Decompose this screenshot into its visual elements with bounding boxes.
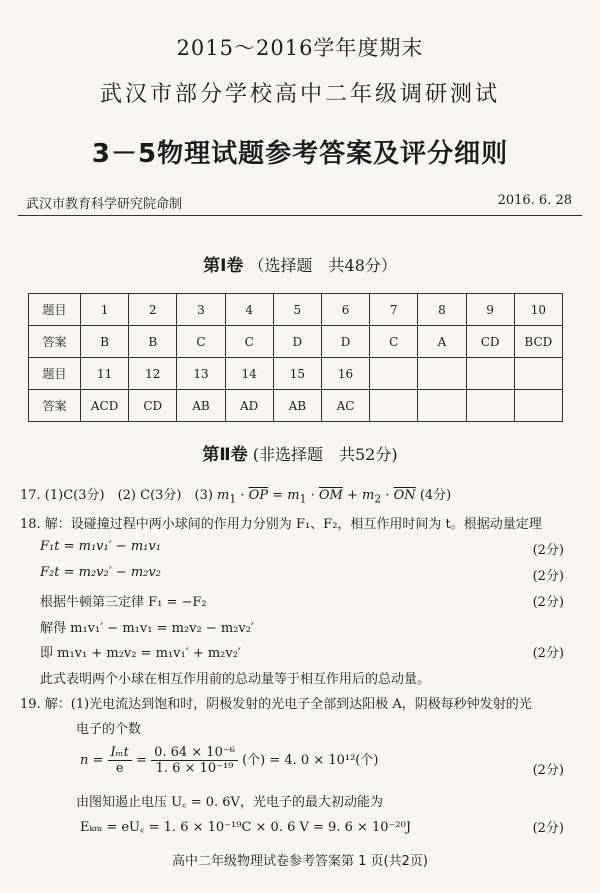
q19-count-equation: n = $\frac{\text{Iₘt}}{e}$ = $\frac{\text{0. 64 × 10⁻⁶}}{\text{1. 6 × 10⁻¹⁹}}$ (个) = 4. 0 × 10¹²(个) — [80, 745, 379, 776]
q18-points-2: (2分) — [532, 569, 564, 584]
row-label-answer: 答案 — [29, 390, 81, 422]
q19-frac1-num: Iₘt — [108, 745, 132, 761]
answer-cell: A — [418, 326, 466, 358]
q18-eq5: 即 m₁v₁ + m₂v₂ = m₁v₁′ + m₂v₂′ — [40, 646, 241, 661]
q19-frac2-den: 1. 6 × 10⁻¹⁹ — [155, 761, 234, 776]
q17-formula: $m_1 \cdot \overline{OP} = m_1 \cdot \overline{OM} + m_2 \cdot \overline{ON}$ — [217, 488, 416, 506]
empty-cell — [514, 358, 562, 390]
row-label-question: 题目 — [29, 358, 81, 390]
row-label-question: 题目 — [29, 294, 81, 326]
empty-cell — [466, 390, 514, 422]
page-title: 3－5物理试题参考答案及评分细则 — [91, 139, 509, 169]
q18-points-4: (2分) — [532, 646, 564, 661]
answer-cell: AB — [273, 390, 321, 422]
question-number: 10 — [514, 294, 562, 326]
answer-cell: BCD — [514, 326, 562, 358]
q19-fraction-2 — [151, 745, 238, 776]
question-number: 8 — [418, 294, 466, 326]
question-number: 7 — [370, 294, 418, 326]
question-number: 4 — [225, 294, 273, 326]
answer-cell: CD — [129, 390, 177, 422]
answer-cell: C — [225, 326, 273, 358]
header-exam-name: 武汉市部分学校高中二年级调研测试 — [99, 82, 500, 107]
answer-cell: CD — [466, 326, 514, 358]
question-number: 5 — [273, 294, 321, 326]
q19-fraction-1 — [108, 745, 132, 776]
empty-cell — [370, 390, 418, 422]
section2-title: 第Ⅱ卷 — [202, 445, 248, 465]
publish-date: 2016. 6. 28 — [497, 193, 572, 208]
question-number: 16 — [321, 358, 369, 390]
q18-eq2: F₂t = m₂v₂′ − m₂v₂ — [40, 565, 161, 580]
question-number: 9 — [466, 294, 514, 326]
table-row-answers-1 — [29, 326, 563, 358]
q17-points: (4分) — [419, 488, 452, 503]
empty-cell — [514, 390, 562, 422]
empty-cell — [370, 358, 418, 390]
q17-answer — [20, 484, 451, 506]
answer-cell: C — [177, 326, 225, 358]
question-number: 15 — [273, 358, 321, 390]
question-number: 2 — [129, 294, 177, 326]
answer-cell: AD — [225, 390, 273, 422]
q17-prefix: 17. (1)C(3分) (2) C(3分) (3) — [20, 488, 213, 503]
q19-intro-cont: 电子的个数 — [76, 722, 142, 737]
question-number: 13 — [177, 358, 225, 390]
answer-cell: D — [273, 326, 321, 358]
section1-heading — [0, 251, 600, 276]
q19-stop-voltage: 由图知遏止电压 U꜀ = 0. 6V，光电子的最大初动能为 — [76, 795, 383, 810]
section2-subtitle: (非选择题 共52分) — [252, 445, 398, 464]
empty-cell — [418, 390, 466, 422]
row-label-answer: 答案 — [29, 326, 81, 358]
q19-kinetic-energy: Eₖₘ = eU꜀ = 1. 6 × 10⁻¹⁹C × 0. 6 V = 9. 6 × 10⁻²⁰J — [80, 820, 412, 835]
q18-conclusion: 此式表明两个小球在相互作用前的总动量等于相互作用后的总动量。 — [40, 672, 431, 687]
q18-eq1: F₁t = m₁v₁′ − m₁v₁ — [40, 539, 161, 554]
q19-eq-rhs: (个) = 4. 0 × 10¹²(个) — [242, 753, 379, 768]
section1-subtitle: （选择题 共48分） — [248, 256, 397, 275]
question-number: 11 — [81, 358, 129, 390]
answer-cell: B — [129, 326, 177, 358]
q19-points-1: (2分) — [532, 763, 564, 778]
answer-cell: B — [81, 326, 129, 358]
question-number: 1 — [81, 294, 129, 326]
q19-frac2-num: 0. 64 × 10⁻⁶ — [151, 745, 238, 761]
q18-eq3: 根据牛顿第三定律 F₁ = −F₂ — [40, 595, 207, 610]
empty-cell — [418, 358, 466, 390]
table-row-questions-1 — [29, 294, 563, 326]
q19-eq-lhs: n = — [80, 753, 104, 768]
table-row-answers-2 — [29, 390, 563, 422]
section1-title: 第Ⅰ卷 — [203, 256, 244, 276]
q18-intro: 18. 解：设碰撞过程中两小球间的作用力分别为 F₁、F₂，相互作用时间为 t。根据动量定理 — [20, 517, 542, 532]
answer-cell: AB — [177, 390, 225, 422]
issuer: 武汉市教育科学研究院命制 — [26, 197, 183, 212]
page-footer: 高中二年级物理试卷参考答案第 1 页(共2页) — [172, 854, 428, 869]
q19-frac1-den: e — [115, 761, 124, 776]
question-number: 3 — [177, 294, 225, 326]
question-number: 14 — [225, 358, 273, 390]
section2-heading — [0, 440, 600, 465]
q18-eq4: 解得 m₁v₁′ − m₁v₁ = m₂v₂ − m₂v₂′ — [40, 621, 254, 636]
empty-cell — [466, 358, 514, 390]
answer-cell: AC — [321, 390, 369, 422]
answer-cell: ACD — [81, 390, 129, 422]
answer-cell: D — [321, 326, 369, 358]
q18-points-3: (2分) — [532, 595, 564, 610]
header-divider — [18, 215, 582, 216]
question-number: 6 — [321, 294, 369, 326]
header-year: 2015～2016学年度期末 — [176, 36, 424, 60]
q19-points-2: (2分) — [532, 821, 564, 836]
question-number: 12 — [129, 358, 177, 390]
answer-cell: C — [370, 326, 418, 358]
q18-points-1: (2分) — [532, 543, 564, 558]
q19-intro: 19. 解：(1)光电流达到饱和时，阴极发射的光电子全部到达阳极 A，阴极每秒钟发射的光 — [20, 697, 532, 712]
answer-table — [28, 293, 563, 422]
table-row-questions-2 — [29, 358, 563, 390]
